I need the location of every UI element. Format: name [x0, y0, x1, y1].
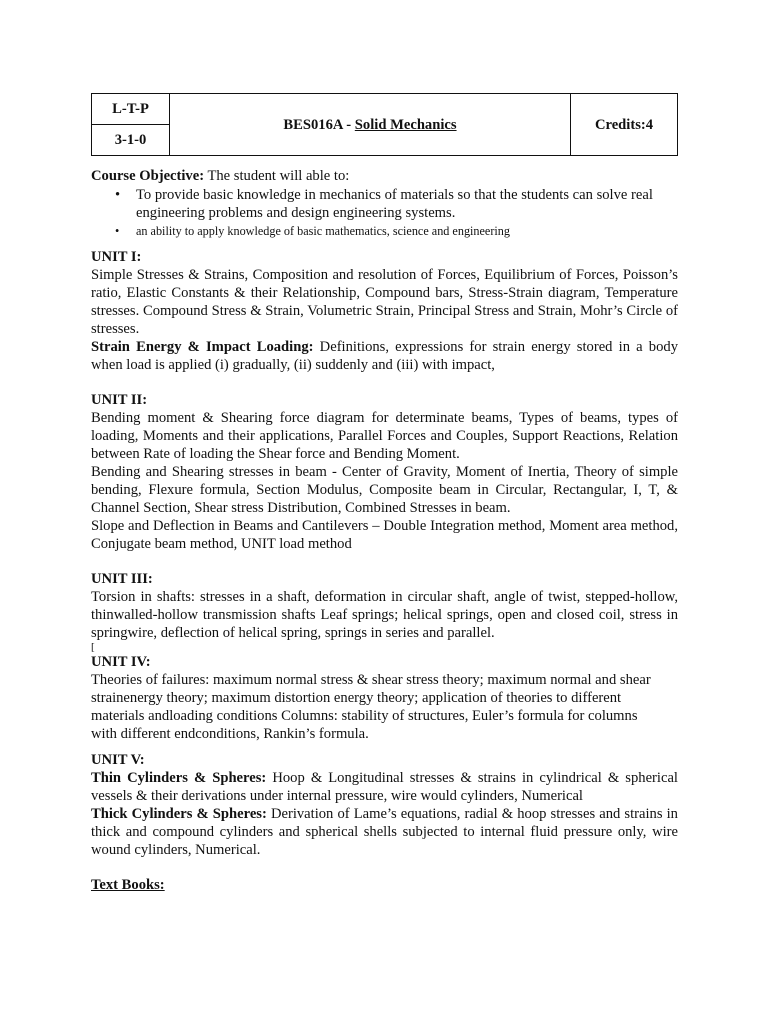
course-header-table [91, 93, 678, 156]
unit-1-text: Simple Stresses & Strains, Composition and resolution of Forces, Equilibrium of Forces, Poisson’s ratio, Elastic Constants & their Relationship, Compound bars, Stress-Strain diagram, Temperature stresses. Compound Stress & Strain, Volumetric Strain, Principal Stress and Strain, Mohr’s Circle of stresses. [91, 267, 678, 337]
unit-2-text-2: Bending and Shearing stresses in beam - Center of Gravity, Moment of Inertia, Theory of simple bending, Flexure formula, Section Modulus, Composite beam in Circular, Rectangular, I, T, & Channel Section, Shear stress Distribution, Combined Stresses in beam. [91, 464, 678, 516]
objective-list [91, 186, 678, 240]
text-books-heading: Text Books: [91, 877, 165, 893]
objective-label: Course Objective: [91, 168, 205, 184]
bullet-icon: • [115, 224, 120, 238]
unit-5-title: UNIT V: [91, 752, 145, 768]
course-code: BES016A - [283, 116, 355, 133]
ltp-value: 3-1-0 [92, 125, 170, 156]
unit-4-line: Theories of failures: maximum normal stress & shear stress theory; maximum normal and shear [91, 672, 651, 688]
unit-3-text: Torsion in shafts: stresses in a shaft, deformation in circular shaft, angle of twist, stepped-hollow, thinwalled-hollow transmission shafts Leaf springs; helical springs, open and closed coil, stress in springwire, deflection of helical spring, springs in series and parallel. [91, 589, 678, 641]
unit-1-strain-energy: Strain Energy & Impact Loading: Definitions, expressions for strain energy stored in a body when load is applied (i) gradually, (ii) suddenly and (iii) with impact, [91, 339, 678, 373]
unit-4-line: materials andloading conditions Columns: stability of structures, Euler’s formula for columns [91, 708, 638, 724]
list-item: • To provide basic knowledge in mechanics of materials so that the students can solve real engineering problems and design engineering systems. [115, 187, 653, 221]
list-item: • an ability to apply knowledge of basic mathematics, science and engineering [115, 224, 510, 238]
ltp-label: L-T-P [92, 94, 170, 125]
unit-4-line: strainenergy theory; maximum distortion energy theory; application of theories to different [91, 690, 622, 706]
course-credits: Credits:4 [571, 94, 678, 156]
course-objective [91, 167, 678, 185]
unit-1-title: UNIT I: [91, 249, 142, 265]
unit-3-title: UNIT III: [91, 571, 153, 587]
objective-intro: The student will able to: [204, 168, 350, 184]
bullet-icon: • [115, 187, 121, 203]
unit-2-text-3: Slope and Deflection in Beams and Cantilevers – Double Integration method, Moment area method, Conjugate beam method, UNIT load method [91, 518, 678, 552]
unit-5-thick-cylinders: Thick Cylinders & Spheres: Derivation of Lame’s equations, radial & hoop stresses and strains in thick and compound cylinders and spherical shells subjected to internal fluid pressure only, wire wound cylinders, Numerical. [91, 806, 678, 858]
stray-bracket: [ [91, 641, 95, 653]
unit-4-line: with different endconditions, Rankin’s formula. [91, 726, 369, 742]
unit-4-title: UNIT IV: [91, 654, 151, 670]
unit-2-title: UNIT II: [91, 392, 148, 408]
unit-2-text-1: Bending moment & Shearing force diagram for determinate beams, Types of beams, types of loading, Moments and their applications, Parallel Forces and Couples, Support Reactions, Relation between Rate of loading the Shear force and Bending Moment. [91, 410, 678, 462]
syllabus-page [91, 93, 678, 894]
course-title [170, 94, 571, 156]
course-name: Solid Mechanics [354, 116, 457, 133]
unit-5-thin-cylinders: Thin Cylinders & Spheres: Hoop & Longitudinal stresses & strains in cylindrical & spherical vessels & their derivations under internal pressure, wire would cylinders, Numerical [91, 770, 678, 804]
